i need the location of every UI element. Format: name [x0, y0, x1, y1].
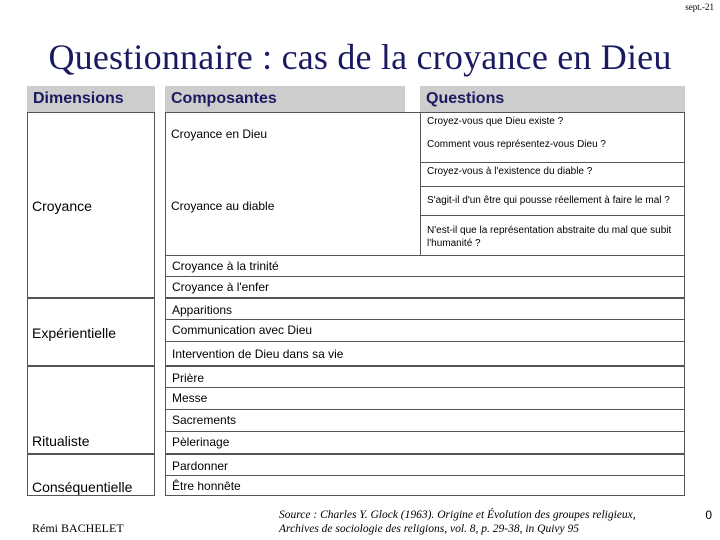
component-label: Messe — [172, 391, 208, 405]
component-label: Prière — [172, 371, 205, 385]
dimension-cell-experientielle — [27, 298, 155, 366]
component-label: Pèlerinage — [172, 435, 230, 449]
page-title: Questionnaire : cas de la croyance en Dieu — [48, 37, 672, 77]
header-composantes: Composantes — [165, 86, 405, 112]
dimension-consequentielle: Conséquentielle — [32, 479, 133, 495]
component-label: Pardonner — [172, 459, 229, 473]
page-number: 0 — [705, 508, 712, 522]
component-croyance-en-dieu: Croyance en Dieu — [171, 127, 268, 141]
component-label: Intervention de Dieu dans sa vie — [172, 347, 344, 361]
question-dieu-existe: Croyez-vous que Dieu existe ? — [427, 116, 564, 127]
component-label: Communication avec Dieu — [172, 323, 313, 337]
question-diable-pousse-mal: S'agit-il d'un être qui pousse réellement à faire le mal ? — [427, 195, 670, 206]
dimension-ritualiste: Ritualiste — [32, 433, 90, 449]
dimension-cell-croyance — [27, 112, 155, 298]
header-questions: Questions — [420, 86, 685, 112]
dimension-croyance: Croyance — [32, 198, 92, 214]
component-label: Être honnête — [172, 479, 241, 493]
component-label: Sacrements — [172, 413, 237, 427]
table-row — [165, 388, 685, 410]
source-line-1: Source : Charles Y. Glock (1963). Origine et Évolution des groupes religieux, — [279, 509, 636, 521]
source-citation — [279, 508, 636, 536]
dimension-cell-ritualiste — [27, 366, 155, 454]
header-dimensions: Dimensions — [27, 86, 155, 112]
dimension-experientielle: Expérientielle — [32, 325, 117, 341]
table-row — [165, 366, 685, 388]
table-row — [165, 410, 685, 432]
table-row — [165, 298, 685, 320]
author-name: Rémi BACHELET — [32, 521, 124, 535]
component-label: Apparitions — [172, 303, 233, 317]
component-label: Croyance à la trinité — [172, 259, 279, 273]
table-row — [165, 476, 685, 496]
component-croyance-au-diable: Croyance au diable — [171, 199, 275, 213]
table-row — [165, 256, 685, 277]
date-label: sept.-21 — [685, 2, 714, 12]
question-existence-diable: Croyez-vous à l'existence du diable ? — [427, 166, 593, 177]
question-representation-mal: N'est-il que la représentation abstraite du mal que subit l'humanité ? — [427, 225, 672, 249]
component-label: Croyance à l'enfer — [172, 280, 270, 294]
table-row — [165, 454, 685, 476]
table-row — [165, 342, 685, 366]
table-row — [165, 277, 685, 298]
table-row — [165, 320, 685, 342]
question-representation-dieu: Comment vous représentez-vous Dieu ? — [427, 139, 606, 150]
dimension-cell-consequentielle — [27, 454, 155, 496]
table-row — [165, 432, 685, 454]
source-line-2: Archives de sociologie des religions, vol. 8, p. 29-38, in Quivy 95 — [279, 523, 580, 535]
